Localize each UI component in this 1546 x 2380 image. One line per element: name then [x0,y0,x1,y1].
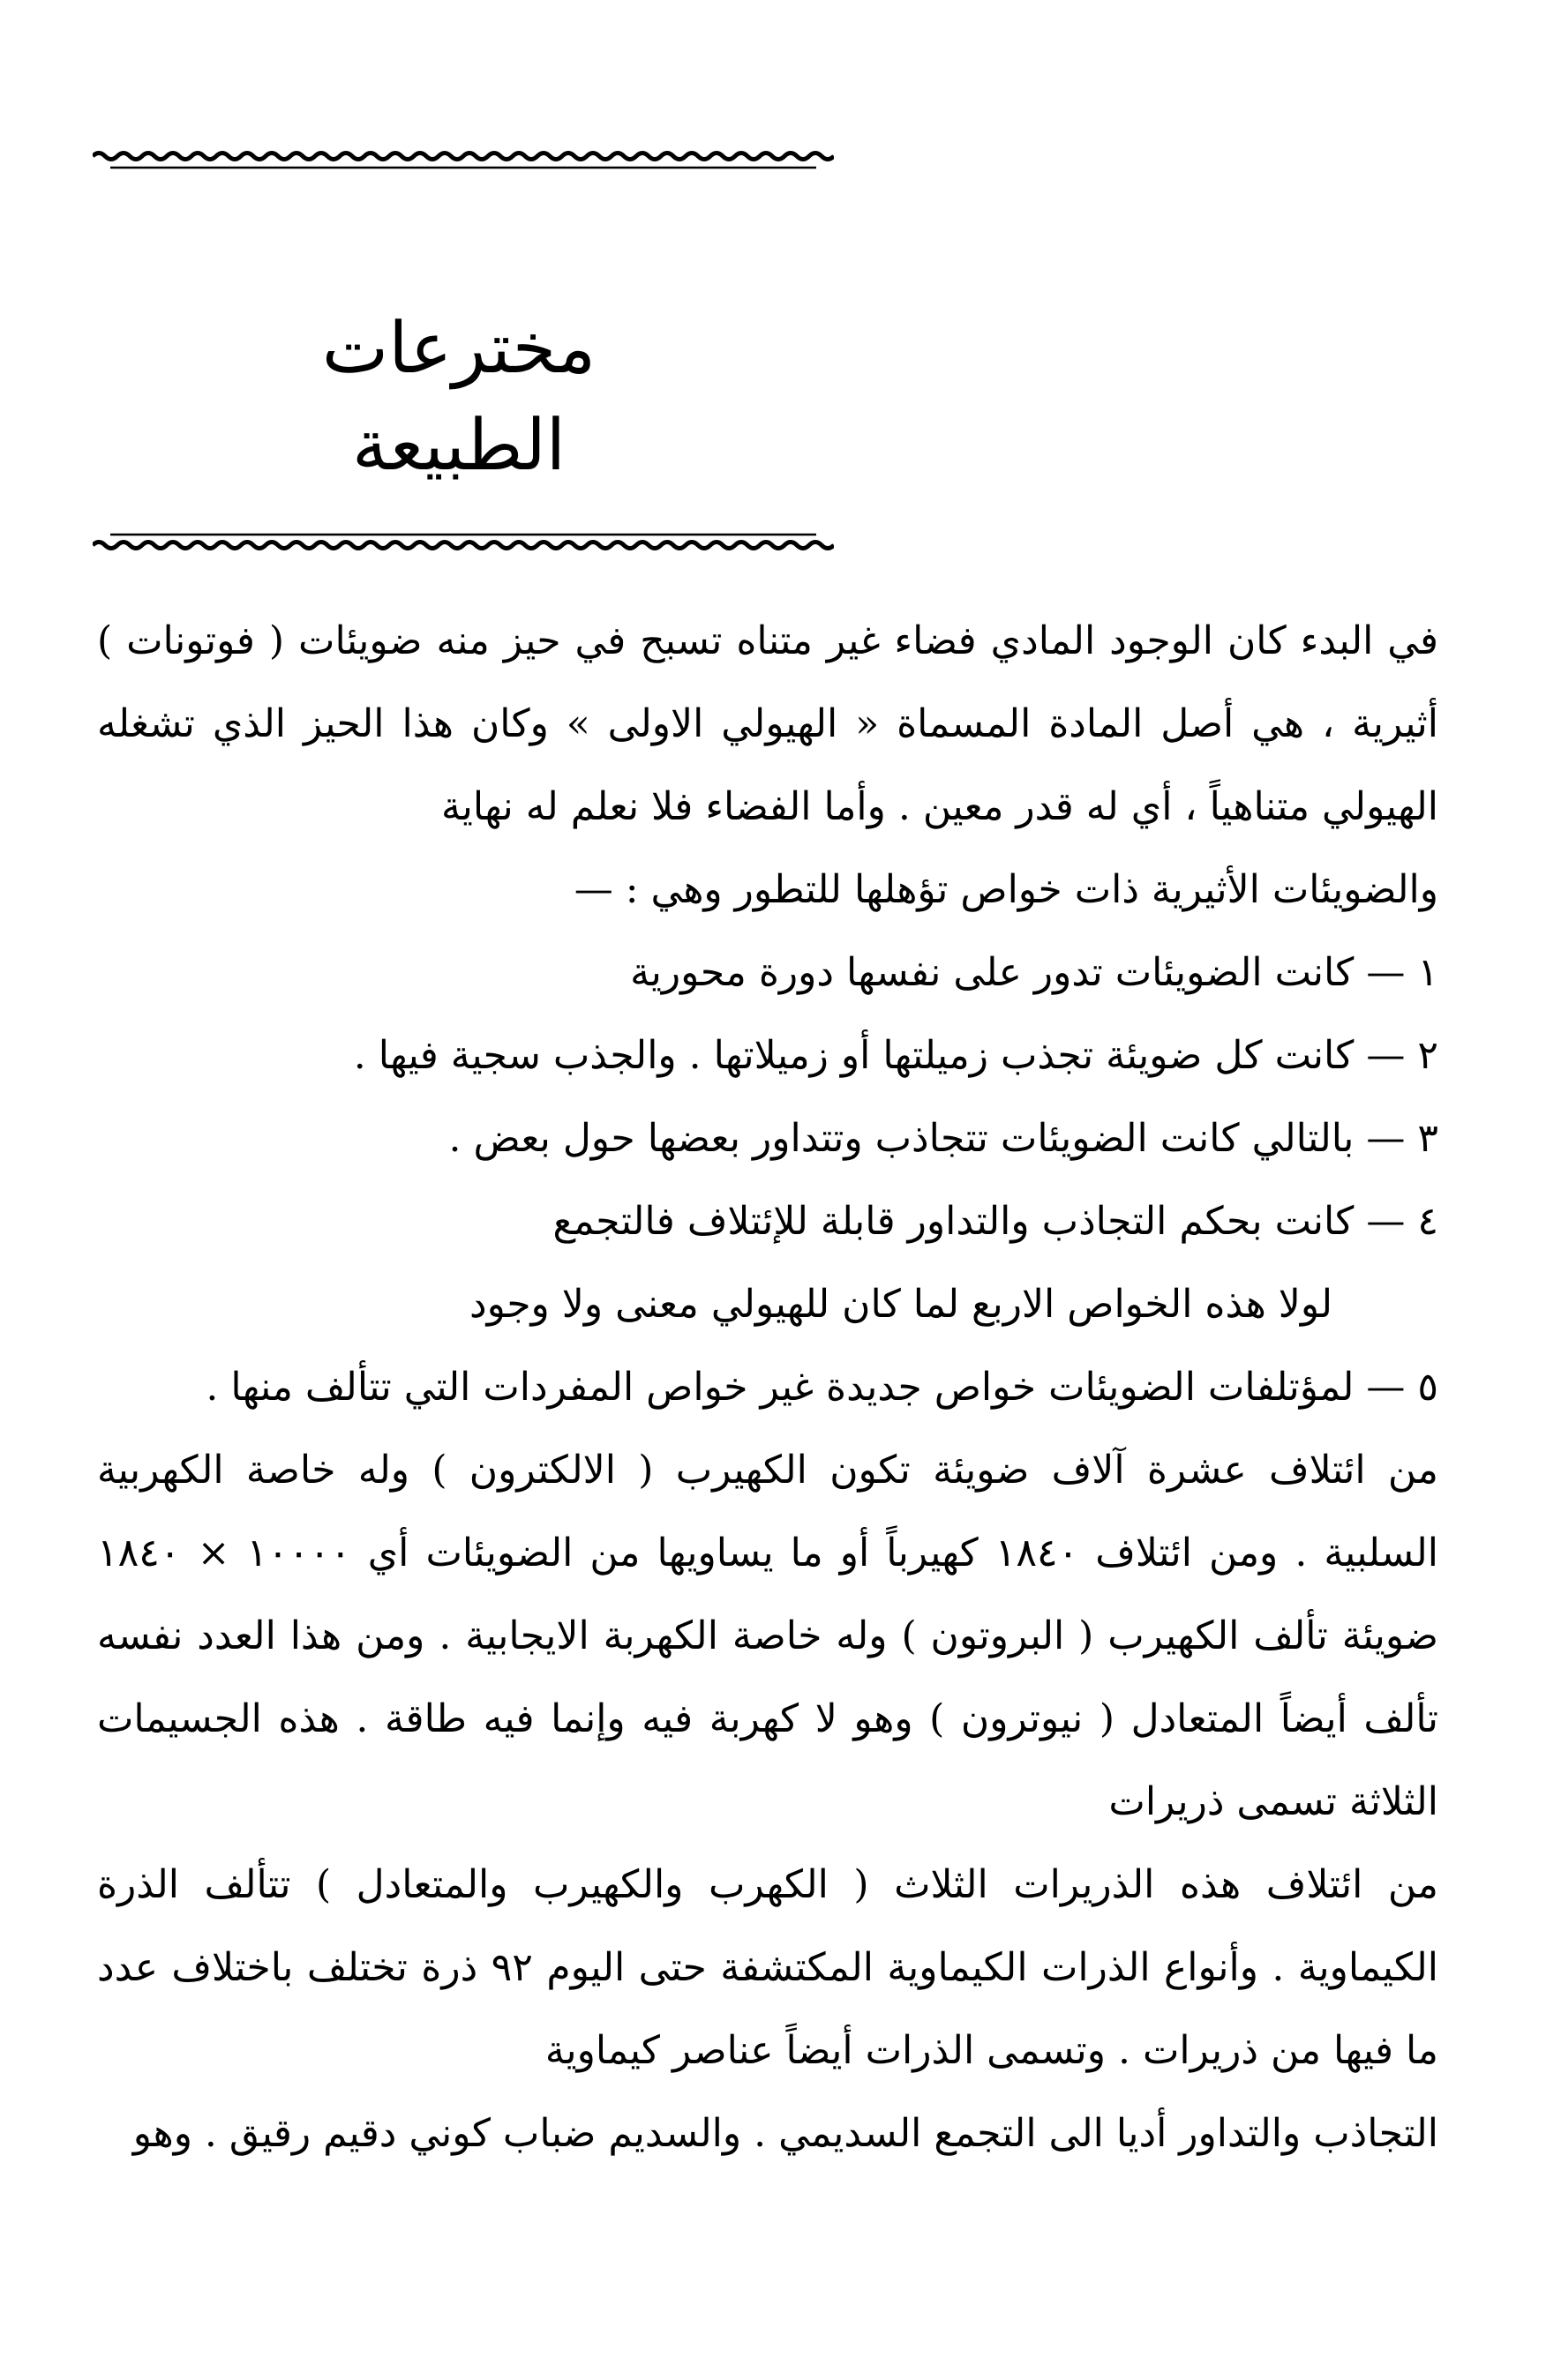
paragraph: من ائتلاف عشرة آلاف ضويئة تكون الكهيرب ( الالكترون ) وله خاصة الكهربية السلبية . ومن ائتلاف ١٨٤٠ كهيرباً أو ما يساويها من الضويئات أي ١٠٠٠٠ × ١٨٤٠ ضويئة تألف الكهيرب ( البروتون ) وله خاصة الكهربة الايجابية . ومن هذا العدد نفسه تألف أيضاً المتعادل ( نيوترون ) وهو لا كهربة فيه وإنما فيه طاقة . هذه الجسيمات الثلاثة تسمى ذريرات [97,1448,1438,1824]
list-item: ٢ — كانت كل ضويئة تجذب زميلتها أو زميلاتها . والجذب سجية فيها . [353,1033,1438,1078]
list-item: ١ — كانت الضويئات تدور على نفسها دورة محورية [630,950,1438,995]
paragraph: في البدء كان الوجود المادي فضاء غير متناه تسبح في حيز منه ضويئات ( فوتونات ) أثيرية ، هي أصل المادة المسماة « الهيولي الاولى » وكان هذا الحيز الذي تشغله الهيولي متناهياً ، أي له قدر معين . وأما الفضاء فلا نعلم له نهاية [97,618,1438,829]
bottom-ornament-rule [93,531,834,554]
body-text [97,600,1438,2175]
top-ornament-rule [93,148,834,171]
list-item: ٥ — لمؤتلفات الضويئات خواص جديدة غير خواص المفردات التي تتألف منها . [206,1365,1438,1410]
page-title: مخترعات الطبيعة [321,307,597,486]
paragraph: والضويئات الأثيرية ذات خواص تؤهلها للتطور وهي : — [574,867,1438,912]
list-item: ٣ — بالتالي كانت الضويئات تتجاذب وتتداور بعضها حول بعض . [448,1116,1438,1161]
wavy-rule-icon [93,148,834,171]
paragraph: لولا هذه الخواص الاربع لما كان للهيولي معنى ولا وجود [469,1282,1332,1327]
list-item: ٤ — كانت بحكم التجاذب والتداور قابلة للإئتلاف فالتجمع [552,1199,1438,1244]
wavy-rule-icon [93,531,834,554]
paragraph: التجاذب والتداور أديا الى التجمع السديمي . والسديم ضباب كوني دقيم رقيق . وهو [132,2111,1438,2156]
paragraph: من ائتلاف هذه الذريرات الثلاث ( الكهرب والكهيرب والمتعادل ) تتألف الذرة الكيماوية . وأنواع الذرات الكيماوية المكتشفة حتى اليوم ٩٢ ذرة تختلف باختلاف عدد ما فيها من ذريرات . وتسمى الذرات أيضاً عناصر كيماوية [97,1862,1438,2073]
